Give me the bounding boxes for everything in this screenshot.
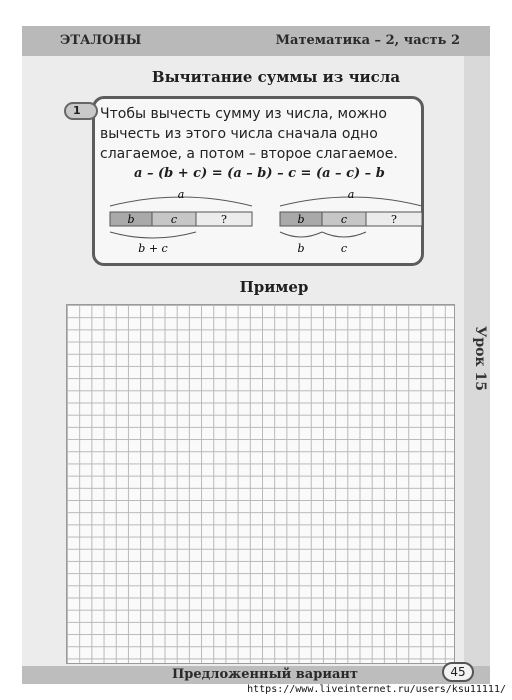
svg-text:b: b [127, 213, 135, 226]
header-right-label: Математика – 2, часть 2 [275, 33, 460, 48]
footer-label: Предложенный вариант [172, 667, 358, 682]
diagram-label-a: a [177, 188, 185, 201]
svg-text:?: ? [221, 213, 227, 226]
brace-bottom-b [280, 232, 322, 237]
rule-line: вычесть из этого числа сначала одно [100, 126, 378, 142]
diagram-right [276, 186, 426, 258]
grid-writing-area[interactable] [66, 304, 455, 664]
brace-bottom [110, 232, 196, 238]
page-title: Вычитание суммы из числа [151, 68, 401, 86]
svg-text:?: ? [391, 213, 397, 226]
rule-formula: a – (b + c) = (a – b) – c = (a – c) – b [134, 166, 385, 181]
page-header [22, 26, 490, 56]
rule-line: слагаемое, а потом – второе слагаемое. [100, 146, 398, 162]
svg-text:c: c [340, 213, 348, 226]
example-heading: Пример [239, 278, 309, 296]
header-left-label: ЭТАЛОНЫ [60, 33, 142, 48]
lesson-label: Урок 15 [472, 326, 488, 391]
svg-text:b: b [297, 213, 305, 226]
source-url: https://www.liveinternet.ru/users/ksu11111/ [247, 684, 506, 695]
workbook-page [22, 26, 490, 684]
rule-line: Чтобы вычесть сумму из числа, можно [100, 106, 387, 122]
diagram-label-b: b [297, 242, 305, 255]
diagram-label-c: c [340, 242, 348, 255]
diagram-left [106, 186, 256, 258]
diagram-label-sum: b + c [138, 242, 168, 255]
diagram-label-a: a [347, 188, 355, 201]
page-number-badge: 45 [442, 662, 474, 682]
rule-text [100, 104, 420, 164]
brace-bottom-c [322, 232, 366, 237]
rule-number-badge: 1 [64, 102, 98, 120]
svg-text:c: c [170, 213, 178, 226]
